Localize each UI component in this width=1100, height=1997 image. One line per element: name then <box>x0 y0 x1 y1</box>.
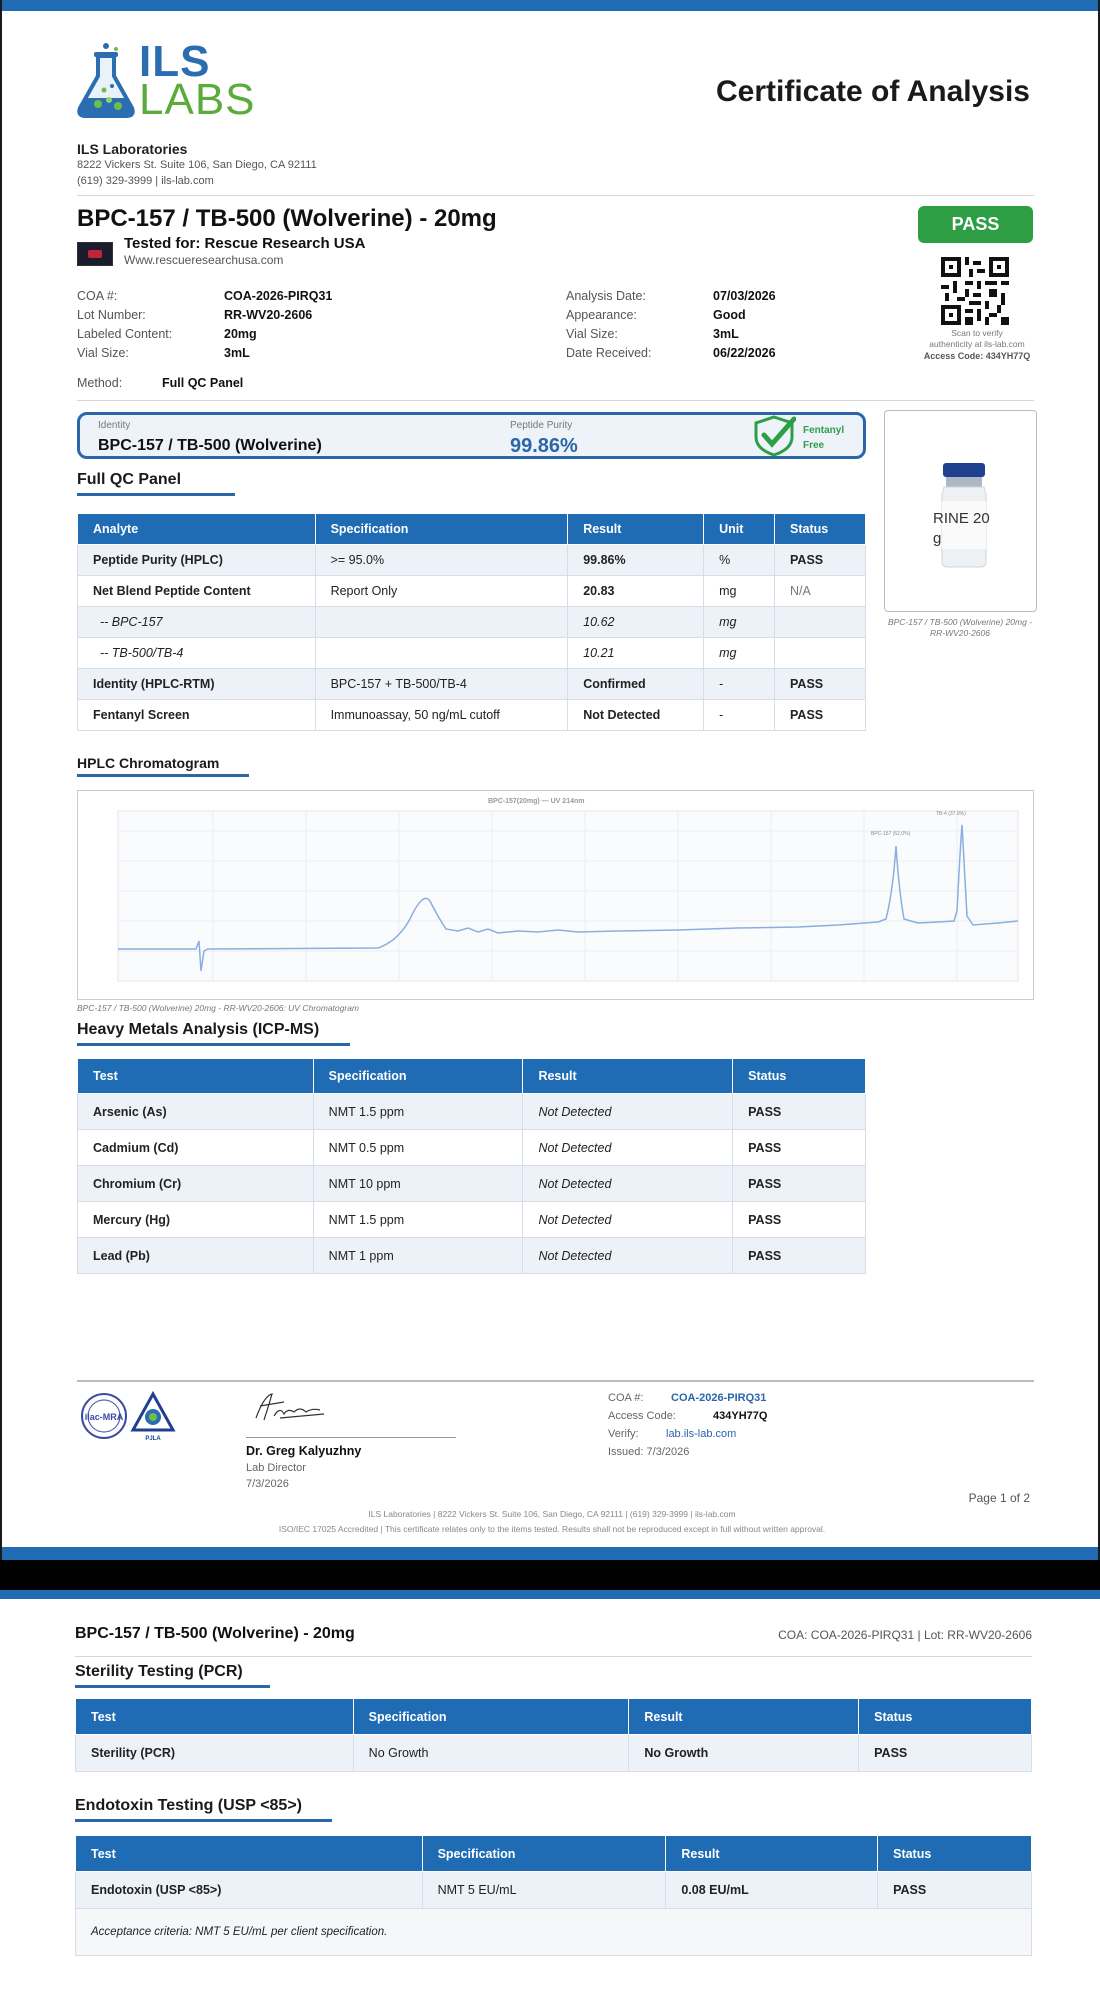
spec-cell: NMT 1 ppm <box>313 1238 523 1274</box>
test-cell: Sterility (PCR) <box>76 1735 354 1772</box>
col-header: Result <box>629 1699 859 1735</box>
flask-icon <box>76 42 138 120</box>
table-row <box>76 1735 1032 1772</box>
unit-cell: % <box>704 545 775 576</box>
analyte-cell: Fentanyl Screen <box>78 700 316 731</box>
col-header: Specification <box>353 1699 629 1735</box>
unit-cell: mg <box>704 607 775 638</box>
divider <box>75 1656 1032 1657</box>
section-underline <box>77 493 235 496</box>
status-cell: PASS <box>733 1094 866 1130</box>
result-cell: 10.62 <box>568 607 704 638</box>
signature-image <box>250 1388 330 1428</box>
col-header: Specification <box>315 514 568 545</box>
section-underline <box>75 1685 270 1688</box>
result-cell: 99.86% <box>568 545 704 576</box>
col-header: Specification <box>313 1059 523 1094</box>
spec-cell: No Growth <box>353 1735 629 1772</box>
vial-label-text: RINE 20 <box>933 510 990 527</box>
company-name: ILS Laboratories <box>77 141 188 157</box>
status-cell <box>775 607 866 638</box>
pjla-text: PJLA <box>145 1436 161 1442</box>
shield-check-icon <box>752 415 796 457</box>
analyte-cell: -- TB-500/TB-4 <box>78 638 316 669</box>
unit-cell: - <box>704 700 775 731</box>
result-cell: Not Detected <box>523 1130 733 1166</box>
table-row <box>78 1238 866 1274</box>
logo-text-labs: LABS <box>139 75 256 124</box>
coa-number-label: COA #: <box>77 289 118 303</box>
photo-caption-line2: RR-WV20-2606 <box>930 628 990 638</box>
vial-size-right-label: Vial Size: <box>566 327 618 341</box>
pjla-logo <box>129 1390 177 1450</box>
result-cell: Not Detected <box>523 1166 733 1202</box>
ilac-mra-logo <box>80 1392 128 1440</box>
test-cell: Chromium (Cr) <box>78 1166 314 1202</box>
appearance-label: Appearance: <box>566 308 637 322</box>
free-line: Free <box>803 440 825 451</box>
table-row <box>78 1166 866 1202</box>
result-cell: 10.21 <box>568 638 704 669</box>
issued-date: Issued: 7/3/2026 <box>608 1446 690 1458</box>
vial-size-value: 3mL <box>224 346 250 360</box>
vial-size-right-value: 3mL <box>713 327 739 341</box>
test-cell: Cadmium (Cd) <box>78 1130 314 1166</box>
product-photo-caption <box>872 617 1048 639</box>
company-address: 8222 Vickers St. Suite 106, San Diego, CA 92111 <box>77 159 317 171</box>
chromatogram-svg <box>78 791 1033 999</box>
col-header: Status <box>775 514 866 545</box>
date-received-value: 06/22/2026 <box>713 346 776 360</box>
table-row <box>78 545 866 576</box>
table-header-row <box>76 1699 1032 1735</box>
spec-cell: Immunoassay, 50 ng/mL cutoff <box>315 700 568 731</box>
col-header: Specification <box>422 1836 666 1872</box>
certificate-title: Certificate of Analysis <box>716 75 1030 108</box>
ilac-mra-text: ilac-MRA <box>84 1412 124 1422</box>
lot-number-label: Lot Number: <box>77 308 146 322</box>
verify-link[interactable]: lab.ils-lab.com <box>666 1428 737 1440</box>
certificate-page-2 <box>0 1590 1100 1997</box>
col-header: Result <box>666 1836 878 1872</box>
product-title: BPC-157 / TB-500 (Wolverine) - 20mg <box>77 205 497 232</box>
qr-caption-line1: Scan to verify <box>951 328 1003 338</box>
status-cell: PASS <box>775 669 866 700</box>
result-cell: Not Detected <box>568 700 704 731</box>
footer-divider <box>77 1380 1034 1382</box>
analysis-date-value: 07/03/2026 <box>713 289 776 303</box>
footer-coa-label: COA #: <box>608 1392 644 1404</box>
fentanyl-free-label <box>803 423 844 453</box>
table-row <box>78 1202 866 1238</box>
page2-coa-lot: COA: COA-2026-PIRQ31 | Lot: RR-WV20-2606 <box>778 1628 1032 1642</box>
bottom-accent-bar <box>2 1547 1098 1560</box>
summary-box <box>77 412 866 459</box>
table-row <box>78 1130 866 1166</box>
qr-access-code: Access Code: 434YH77Q <box>923 351 1031 361</box>
test-cell: Arsenic (As) <box>78 1094 314 1130</box>
chromatogram-caption: BPC-157 / TB-500 (Wolverine) 20mg - RR-WV20-2606: UV Chromatogram <box>77 1003 360 1013</box>
lot-number-value: RR-WV20-2606 <box>224 308 313 322</box>
spec-cell: NMT 5 EU/mL <box>422 1872 666 1909</box>
table-row <box>78 607 866 638</box>
status-cell: PASS <box>859 1735 1032 1772</box>
spec-cell: NMT 10 ppm <box>313 1166 523 1202</box>
sign-date: 7/3/2026 <box>246 1478 289 1490</box>
status-cell: PASS <box>775 545 866 576</box>
spec-cell: NMT 0.5 ppm <box>313 1130 523 1166</box>
vial-image <box>913 461 1009 571</box>
top-accent-bar <box>0 1590 1100 1599</box>
table-row <box>78 1094 866 1130</box>
heavy-metals-table <box>77 1058 866 1274</box>
client-logo <box>77 242 113 266</box>
page2-product-title: BPC-157 / TB-500 (Wolverine) - 20mg <box>75 1625 355 1642</box>
status-cell: PASS <box>733 1238 866 1274</box>
unit-cell: mg <box>704 638 775 669</box>
divider <box>77 195 1034 196</box>
analyte-cell: Net Blend Peptide Content <box>78 576 316 607</box>
status-cell <box>775 638 866 669</box>
method-value: Full QC Panel <box>162 376 244 390</box>
method-label: Method: <box>77 376 123 390</box>
tested-for-label: Tested for: Rescue Research USA <box>124 235 366 252</box>
spec-cell: BPC-157 + TB-500/TB-4 <box>315 669 568 700</box>
chromatogram-plot <box>77 790 1034 1000</box>
col-header: Test <box>78 1059 314 1094</box>
col-header: Test <box>76 1699 354 1735</box>
purity-label: Peptide Purity <box>510 420 573 431</box>
analysis-date-label: Analysis Date: <box>566 289 646 303</box>
peak2-label: TB-4 (37.9%) <box>936 811 966 817</box>
col-header: Status <box>859 1699 1032 1735</box>
footer-verify-label: Verify: <box>608 1428 639 1440</box>
footer-access-label: Access Code: <box>608 1410 676 1422</box>
section-underline <box>75 1819 332 1822</box>
sterility-table <box>75 1698 1032 1772</box>
analyte-cell: -- BPC-157 <box>78 607 316 638</box>
result-cell: Not Detected <box>523 1202 733 1238</box>
table-header-row <box>78 514 866 545</box>
spec-cell: >= 95.0% <box>315 545 568 576</box>
fentanyl-line: Fentanyl <box>803 425 845 436</box>
footer-coa-value[interactable]: COA-2026-PIRQ31 <box>671 1392 767 1404</box>
status-cell: PASS <box>733 1166 866 1202</box>
spec-cell <box>315 607 568 638</box>
identity-value: BPC-157 / TB-500 (Wolverine) <box>98 437 322 454</box>
analyte-cell: Identity (HPLC-RTM) <box>78 669 316 700</box>
result-cell: No Growth <box>629 1735 859 1772</box>
test-cell: Endotoxin (USP <85>) <box>76 1872 423 1909</box>
date-received-label: Date Received: <box>566 346 652 360</box>
unit-cell: - <box>704 669 775 700</box>
table-row <box>78 638 866 669</box>
status-cell: PASS <box>733 1130 866 1166</box>
sterility-title: Sterility Testing (PCR) <box>75 1663 243 1680</box>
status-cell: N/A <box>775 576 866 607</box>
qr-code-icon <box>941 257 1009 325</box>
table-header-row <box>76 1836 1032 1872</box>
col-header: Test <box>76 1836 423 1872</box>
signer-title: Lab Director <box>246 1462 306 1474</box>
status-cell: PASS <box>775 700 866 731</box>
logo-text-ils: ILS <box>139 37 211 86</box>
result-cell: Not Detected <box>523 1238 733 1274</box>
col-header: Status <box>733 1059 866 1094</box>
endotoxin-title: Endotoxin Testing (USP <85>) <box>75 1797 302 1814</box>
test-cell: Lead (Pb) <box>78 1238 314 1274</box>
table-header-row <box>78 1059 866 1094</box>
qc-panel-title: Full QC Panel <box>77 471 182 488</box>
vial-label-text-2: g <box>933 530 942 547</box>
table-row <box>78 669 866 700</box>
signature-line <box>246 1437 456 1438</box>
result-cell: 0.08 EU/mL <box>666 1872 878 1909</box>
footer-disclaimer: ISO/IEC 17025 Accredited | This certificate relates only to the items tested. Results shall not be reproduced except in full without written approval. <box>278 1524 826 1534</box>
client-website: Www.rescueresearchusa.com <box>124 253 284 267</box>
spec-cell <box>315 638 568 669</box>
appearance-value: Good <box>713 308 746 322</box>
spec-cell: NMT 1.5 ppm <box>313 1202 523 1238</box>
identity-label: Identity <box>98 420 131 431</box>
spec-cell: Report Only <box>315 576 568 607</box>
chromatogram-title: HPLC Chromatogram <box>77 755 220 771</box>
section-underline <box>77 1043 350 1046</box>
table-row <box>78 576 866 607</box>
qc-panel-table <box>77 513 866 731</box>
table-row <box>78 700 866 731</box>
product-photo <box>884 410 1037 612</box>
photo-caption-line1: BPC-157 / TB-500 (Wolverine) 20mg - <box>887 617 1033 627</box>
unit-cell: mg <box>704 576 775 607</box>
col-header: Result <box>523 1059 733 1094</box>
section-underline <box>77 774 249 777</box>
status-cell: PASS <box>733 1202 866 1238</box>
labeled-content-label: Labeled Content: <box>77 327 173 341</box>
heavy-metals-title: Heavy Metals Analysis (ICP-MS) <box>77 1021 320 1038</box>
labeled-content-value: 20mg <box>224 327 257 341</box>
pass-badge: PASS <box>918 206 1033 243</box>
table-note-row <box>76 1909 1032 1956</box>
col-header: Unit <box>704 514 775 545</box>
col-header: Status <box>878 1836 1032 1872</box>
result-cell: Confirmed <box>568 669 704 700</box>
col-header: Result <box>568 514 704 545</box>
spec-cell: NMT 1.5 ppm <box>313 1094 523 1130</box>
footer-access-value: 434YH77Q <box>713 1410 768 1422</box>
footer-address-line: ILS Laboratories | 8222 Vickers St. Suite 106, San Diego, CA 92111 | (619) 329-3999 | ils-lab.com <box>368 1509 736 1519</box>
plot-title: BPC-157(20mg) — UV 214nm <box>488 798 585 805</box>
peak1-label: BPC-157 (62.0%) <box>871 831 911 837</box>
status-cell: PASS <box>878 1872 1032 1909</box>
top-accent-bar <box>2 0 1098 11</box>
test-cell: Mercury (Hg) <box>78 1202 314 1238</box>
ils-labs-logo <box>76 37 256 124</box>
qr-caption <box>907 328 1047 362</box>
qr-caption-line2: authenticity at ils-lab.com <box>929 339 1025 349</box>
result-cell: Not Detected <box>523 1094 733 1130</box>
coa-number-value: COA-2026-PIRQ31 <box>224 289 333 303</box>
col-header: Analyte <box>78 514 316 545</box>
vial-size-label: Vial Size: <box>77 346 129 360</box>
signer-name: Dr. Greg Kalyuzhny <box>246 1444 362 1458</box>
result-cell: 20.83 <box>568 576 704 607</box>
endotoxin-table <box>75 1835 1032 1956</box>
divider <box>77 400 1034 401</box>
purity-value: 99.86% <box>510 435 578 457</box>
page-number: Page 1 of 2 <box>968 1491 1030 1505</box>
table-row <box>76 1872 1032 1909</box>
analyte-cell: Peptide Purity (HPLC) <box>78 545 316 576</box>
acceptance-criteria-note: Acceptance criteria: NMT 5 EU/mL per client specification. <box>76 1909 1032 1956</box>
company-contact: (619) 329-3999 | ils-lab.com <box>77 175 214 187</box>
